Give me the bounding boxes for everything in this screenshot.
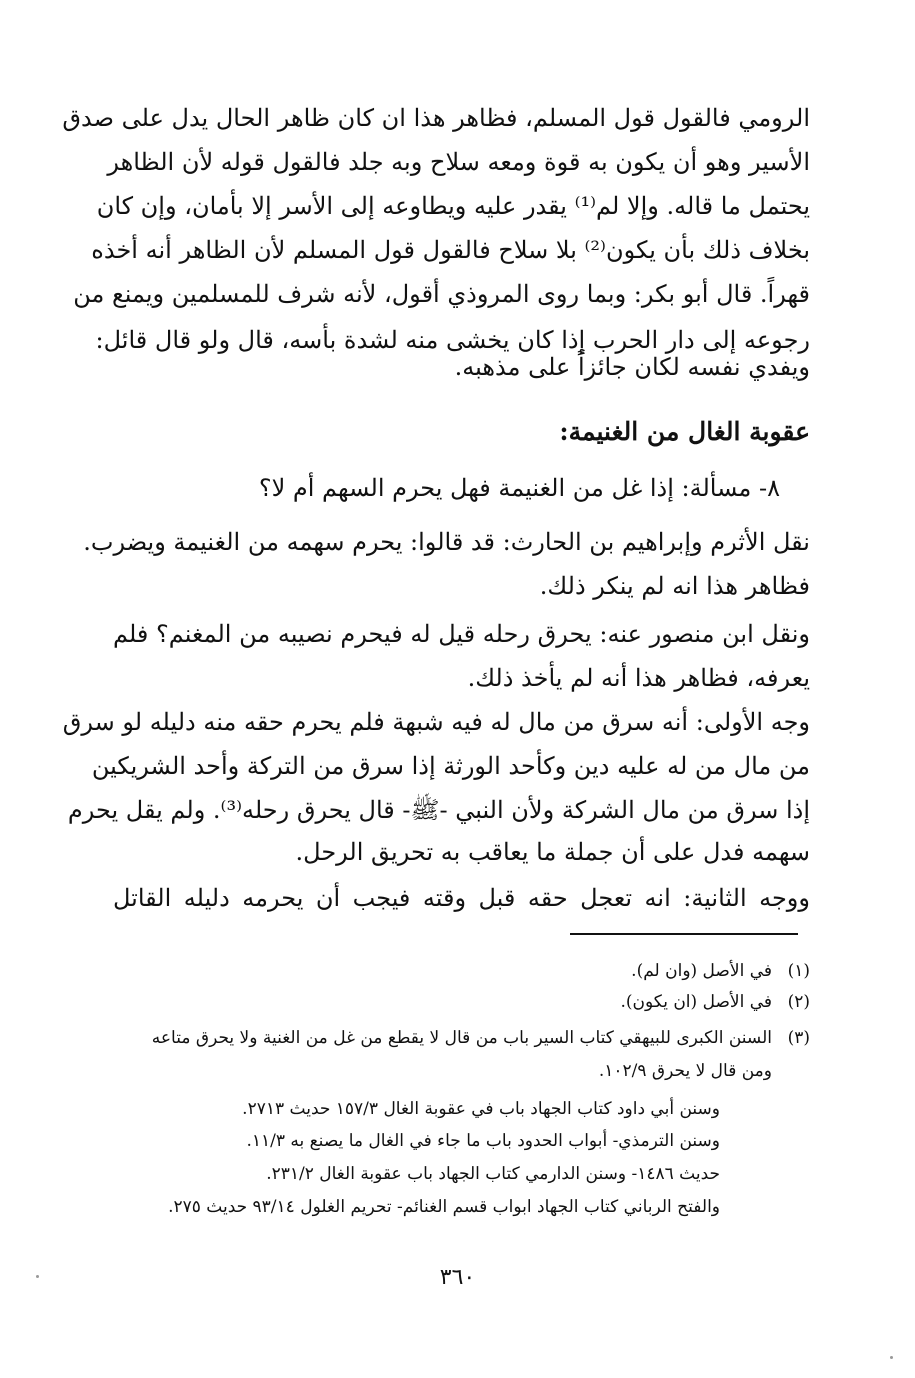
page-number: ٣٦٠ [439,1265,476,1290]
body-line: إذا سرق من مال الشركة ولأن النبي -ﷺ- قال يحرق رحله⁽³⁾. ولم يقل يحرم [67,796,810,824]
footnote-item [113,1023,810,1054]
footnote-continuation: ومن قال لا يحرق ١٠٢/٩. [598,1061,772,1081]
footnote-separator [570,933,798,935]
body-line: سهمه فدل على أن جملة ما يعاقب به تحريق الرحل. [295,838,810,866]
footnote-item [113,956,810,987]
body-line: يعرفه، فظاهر هذا أنه لم يأخذ ذلك. [467,664,810,692]
footnote-number: (٢) [787,992,810,1012]
question-line: ٨- مسألة: إذا غل من الغنيمة فهل يحرم السهم أم لا؟ [258,474,780,502]
body-line: ونقل ابن منصور عنه: يحرق رحله قيل له فيحرم نصيبه من المغنم؟ فلم [113,620,810,648]
body-line: الأسير وهو أن يكون به قوة ومعه سلاح وبه جلد فالقول قوله لأن الظاهر [107,148,810,176]
body-line: الرومي فالقول قول المسلم، فظاهر هذا ان كان ظاهر الحال يدل على صدق [62,104,810,132]
body-line: نقل الأثرم وإبراهيم بن الحارث: قد قالوا: يحرم سهمه من الغنيمة ويضرب. [83,528,810,556]
body-line: قهراً. قال أبو بكر: وبما روى المروذي أقول، لأنه شرف للمسلمين ويمنع من [73,280,810,308]
body-line: فظاهر هذا انه لم ينكر ذلك. [539,572,810,600]
footnote-continuation: والفتح الرباني كتاب الجهاد ابواب قسم الغنائم- تحريم الغلول ٩٣/١٤ حديث ٢٧٥. [168,1197,720,1217]
footnote-number: (١) [787,961,810,981]
footnote-text: السنن الكبرى للبيهقي كتاب السير باب من قال لا يقطع من غل من الغنية ولا يحرق متاعه [151,1028,772,1048]
footnote-item [113,987,810,1018]
body-line: بخلاف ذلك بأن يكون⁽²⁾ بلا سلاح فالقول قول المسلم لأن الظاهر أنه أخذه [91,236,810,264]
footnote-continuation: وسنن أبي داود كتاب الجهاد باب في عقوبة الغال ١٥٧/٣ حديث ٢٧١٣. [242,1099,720,1119]
body-line: يحتمل ما قاله. وإلا لم⁽¹⁾ يقدر عليه ويطاوعه إلى الأسر إلا بأمان، وإن كان [96,192,810,220]
body-line: ويفدي نفسه لكان جائزاً على مذهبه. [454,353,810,381]
body-line: وجه الأولى: أنه سرق من مال له فيه شبهة فلم يحرم حقه منه دليله لو سرق [62,708,810,736]
section-heading: عقوبة الغال من الغنيمة: [559,417,810,446]
body-line: من مال من له عليه دين وكأحد الورثة إذا سرق من التركة وأحد الشريكين [91,752,810,780]
scan-speck [36,1275,39,1278]
footnote-number: (٣) [787,1028,810,1048]
footnote-continuation: حديث ١٤٨٦- وسنن الدارمي كتاب الجهاد باب عقوبة الغال ٢٣١/٢. [266,1164,720,1184]
body-line: رجوعه إلى دار الحرب إذا كان يخشى منه لشدة بأسه، قال ولو قال قائل: [95,326,810,354]
scan-speck [890,1356,893,1359]
footnote-text: في الأصل (وان لم). [631,961,772,981]
body-line: ووجه الثانية: انه تعجل حقه قبل وقته فيجب أن يحرمه دليله القاتل [113,884,810,912]
footnote-continuation: وسنن الترمذي- أبواب الحدود باب ما جاء في الغال ما يصنع به ١١/٣. [246,1131,720,1151]
footnote-text: في الأصل (ان يكون). [620,992,772,1012]
